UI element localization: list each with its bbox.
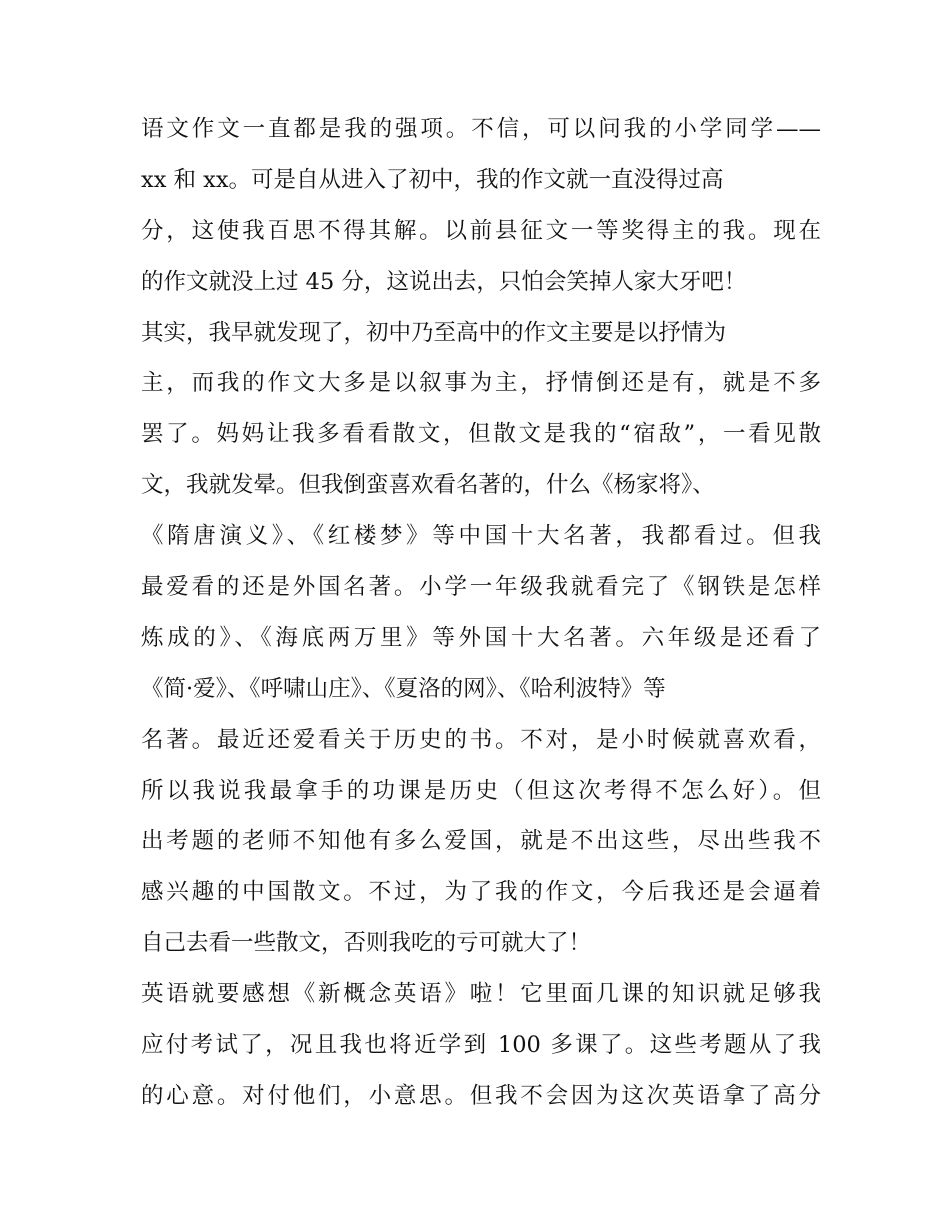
text-line: 主，而我的作文大多是以叙事为主，抒情倒还是有，就是不多 <box>141 370 821 397</box>
text-line: 语文作文一直都是我的强项。不信，可以问我的小学同学—— <box>141 116 821 142</box>
text-line: 《隋唐演义》、《红楼梦》等中国十大名著，我都看过。但我 <box>141 523 821 550</box>
text-line: 名著。最近还爱看关于历史的书。不对，是小时候就喜欢看， <box>141 726 821 753</box>
text-line: 出考题的老师不知他有多么爱国，就是不出这些，尽出些我不 <box>141 828 821 855</box>
text-line: 最爱看的还是外国名著。小学一年级我就看完了《钢铁是怎样 <box>141 574 821 601</box>
text-line: xx 和 xx。可是自从进入了初中，我的作文就一直没得过高 <box>141 166 724 193</box>
text-line: 《简·爱》、《呼啸山庄》、《夏洛的网》、《哈利波特》等 <box>141 675 666 702</box>
text-line: 的作文就没上过 45 分，这说出去，只怕会笑掉人家大牙吧！ <box>141 268 747 295</box>
text-line: 文，我就发晕。但我倒蛮喜欢看名著的，什么《杨家将》、 <box>141 472 715 499</box>
text-line: 罢了。妈妈让我多看看散文，但散文是我的“宿敌”，一看见散 <box>141 421 821 448</box>
text-line: 自己去看一些散文，否则我吃的亏可就大了！ <box>141 930 592 957</box>
text-line: 所以我说我最拿手的功课是历史（但这次考得不怎么好）。但 <box>141 777 821 804</box>
text-line: 的心意。对付他们，小意思。但我不会因为这次英语拿了高分 <box>141 1082 821 1109</box>
text-line: 应付考试了，况且我也将近学到 100 多课了。这些考题从了我 <box>141 1032 821 1059</box>
text-line: 其实，我早就发现了，初中乃至高中的作文主要是以抒情为 <box>141 319 727 346</box>
text-line: 分，这使我百思不得其解。以前县征文一等奖得主的我。现在 <box>141 217 821 244</box>
text-line: 炼成的》、《海底两万里》等外国十大名著。六年级是还看了 <box>141 624 821 651</box>
text-line: 英语就要感想《新概念英语》啦！它里面几课的知识就足够我 <box>141 981 821 1008</box>
text-line: 感兴趣的中国散文。不过，为了我的作文，今后我还是会逼着 <box>141 879 821 906</box>
essay-text <box>141 104 821 1122</box>
